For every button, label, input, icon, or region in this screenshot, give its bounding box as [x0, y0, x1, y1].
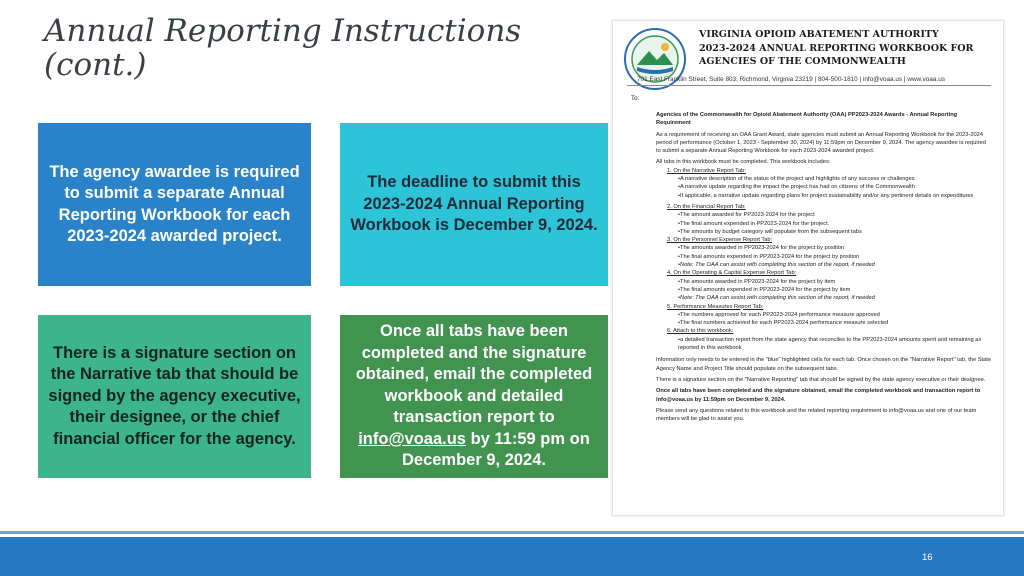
doc-info-paragraph: Information only needs to be entered in the "blue" highlighted cells for each tab. Once chosen on the "Narrative Report" tab, the State Agency Name and Project Title should populate on the subsequent tabs.: [656, 357, 991, 372]
deadline-box: [340, 123, 608, 286]
doc-tabs-intro: All tabs in this workbook must be completed. This workbook includes:: [656, 159, 831, 166]
deadline-text: The deadline to submit this 2023-2024 Annual Reporting Workbook is December 9, 2024.: [350, 173, 598, 235]
doc-bullet: •The final numbers achieved for each PP2023-2024 performance measure selected: [678, 320, 889, 327]
email-link[interactable]: info@voaa.us: [358, 429, 466, 448]
footer-bar: [0, 537, 1024, 576]
doc-to-label: To:: [631, 95, 640, 102]
doc-bullet: •The amounts awarded in PP2023-2024 for the project by item: [678, 278, 836, 285]
doc-section-4: 4. On the Operating & Capital Expense Report Tab:: [667, 270, 797, 277]
doc-bullet: •Note: The OAA can assist with completing this section of the report, if needed: [678, 295, 875, 302]
doc-body: [656, 90, 992, 426]
email-box: [340, 315, 608, 478]
footer-accent-line: [0, 531, 1024, 534]
doc-divider: [627, 85, 991, 86]
doc-address: 701 East Franklin Street, Suite 803, Richmond, Virginia 23219 | 804-500-1810 | info@voaa.us | www.voaa.us: [637, 76, 945, 83]
doc-signature-paragraph: There is a signature section on the "Narrative Reporting" tab that should be signed by the state agency executive or their designee.: [656, 376, 986, 383]
doc-bullet: •The final amounts expended in PP2023-2024 for the project by item: [678, 286, 851, 293]
doc-section-5: 5. Performance Measures Report Tab:: [667, 303, 764, 310]
awardee-box: [38, 123, 311, 286]
doc-bullet: •A narrative update regarding the impact the project has had on citizens of the Commonwealth: [678, 184, 915, 191]
slide-title-line2: (cont.): [44, 47, 147, 83]
doc-bullet: •A narrative description of the status of the project and highlights of any success or challenges: [678, 176, 915, 183]
workbook-document-image: [612, 20, 1004, 516]
doc-bullet: •The amounts awarded in PP2023-2024 for the project by position: [678, 245, 845, 252]
email-outro: by 11:59 pm on December 9, 2024.: [401, 429, 590, 470]
doc-bullet: •The numbers approved for each PP2023-2024 performance measure approved: [678, 311, 880, 318]
email-intro: Once all tabs have been completed and the signature obtained, email the completed workbook and detailed transaction report to: [355, 322, 593, 427]
awardee-text: The agency awardee is required to submit a separate Annual Reporting Workbook for each 2023-2024 awarded project.: [49, 162, 300, 245]
doc-bullet: •If applicable, a narrative update regarding plans for project sustainability and/or any pertinent details on expenditures: [678, 192, 974, 199]
doc-section-3: 3. On the Personnel Expense Report Tab:: [667, 237, 773, 244]
signature-box: [38, 315, 311, 478]
doc-email-paragraph: Once all tabs have been completed and the signature obtained, email the completed workbook and transaction report to info@voaa.us by 11:59pm on December 9, 2024.: [656, 388, 981, 403]
doc-section-6: 6. Attach to this workbook:: [667, 328, 734, 335]
doc-questions-paragraph: Please send any questions related to this workbook and the related reporting requirement to info@voaa.us and one of our team members will be glad to assist you.: [656, 407, 977, 423]
signature-text: There is a signature section on the Narrative tab that should be signed by the agency executive, their designee, or the chief financial officer for the agency.: [48, 343, 301, 448]
doc-bullet: •a detailed transaction report from the state agency that reconciles to the PP2023-2024 amounts spent and remaining as reported in this workbook: [678, 336, 982, 352]
doc-to-text: Agencies of the Commonwealth for Opioid Abatement Authority (OAA) PP2023-2024 Awards - Annual Reporting Requirement: [656, 112, 958, 127]
doc-bullet: •The final amounts expended in PP2023-2024 for the project by position: [678, 253, 860, 260]
page-number: 16: [922, 552, 933, 563]
doc-section-2: 2. On the Financial Report Tab:: [667, 203, 746, 210]
doc-bullet: •The amounts by budget category will populate from the subsequent tabs: [678, 228, 862, 235]
slide-title: [44, 14, 521, 82]
doc-bullet: •Note: The OAA can assist with completing this section of the report, if needed: [678, 262, 875, 269]
slide-title-line1: Annual Reporting Instructions: [44, 13, 522, 49]
doc-bullet: •The amount awarded for PP2023-2024 for the project: [678, 212, 815, 219]
doc-intro: As a requirement of receiving an OAA Grant Award, state agencies must submit an Annual Reporting Workbook for the 2023-2024 period of performance (October 1, 2023 - September 30, 2024) by 11:59pm on December 9, 2024. The agency awardee is required to submit a separate Annual Reporting Workbook for each 2023-2024 awarded project.: [656, 131, 986, 155]
doc-bullet: •The final amount expended in PP2023-2024 for the project.: [678, 220, 830, 227]
email-text: [346, 321, 602, 472]
doc-header: VIRGINIA OPIOID ABATEMENT AUTHORITY 2023-2024 ANNUAL REPORTING WORKBOOK FOR AGENCIES OF THE COMMONWEALTH: [699, 29, 974, 67]
doc-section-1: 1. On the Narrative Report Tab:: [667, 167, 746, 174]
